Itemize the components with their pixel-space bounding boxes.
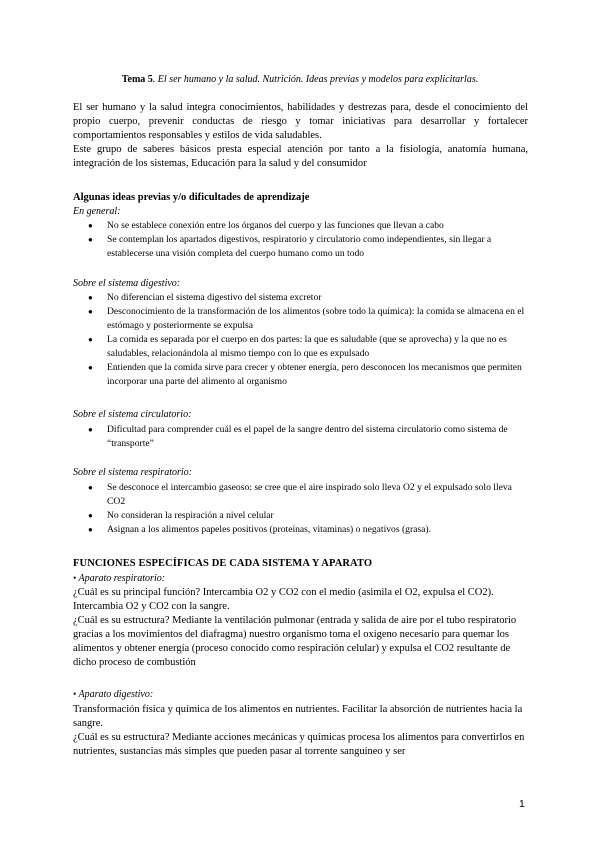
general-list: [73, 219, 528, 261]
list-item: ● Entienden que la comida sirve para crecer y obtener energía, pero desconocen los mecanismos que permiten incorporar una parte del alimento al organismo: [73, 361, 528, 389]
digestivo-list: [73, 291, 528, 389]
digestivo-label: Sobre el sistema digestivo:: [73, 278, 181, 289]
list-item: ● Desconocimiento de la transformación de los alimentos (sobre todo la química): la comida se almacena en el estómago y posteriormente se expulsa: [73, 305, 528, 333]
list-item: ● Asignan a los alimentos papeles positivos (proteínas, vitaminas) o negativos (grasa).: [73, 523, 528, 537]
aparato-digestivo-text: Aparato digestivo:: [78, 689, 154, 700]
list-item: ● Dificultad para comprender cuál es el papel de la sangre dentro del sistema circulatorio como sistema de “transporte”: [73, 423, 528, 451]
respiratorio-structure-paragraph: ¿Cuál es su estructura? Mediante la ventilación pulmonar (entrada y salida de aire por el tubo respiratorio gracias a los movimientos del diafragma) nuestro organismo toma el oxígeno necesario para quemar los alimentos y obtener energía (proceso conocido como respiración celular) y expulsa el CO2 resultante de dicho proceso de combustión: [73, 615, 517, 668]
digestivo-function-paragraph: Transformación física y química de los alimentos en nutrientes. Facilitar la absorción de nutrientes hacia la sangre.: [73, 704, 523, 729]
title-subtitle: . El ser humano y la salud. Nutrición. Ideas previas y modelos para explicitarlas.: [152, 74, 479, 85]
intro-paragraph-1: El ser humano y la salud integra conocimientos, habilidades y destrezas para, desde el conocimiento del propio cuerpo, prevenir conductas de riesgo y tomar iniciativas para desarrollar y fortalecer comportamientos responsables y estilos de vida saludables.: [73, 102, 528, 141]
general-label: En general:: [73, 206, 121, 217]
aparato-respiratorio-text: Aparato respiratorio:: [78, 573, 166, 584]
respiratorio-label: Sobre el sistema respiratorio:: [73, 467, 192, 478]
list-item: ● No se establece conexión entre los órganos del cuerpo y las funciones que llevan a cabo: [73, 219, 528, 233]
circulatorio-list: [73, 423, 528, 451]
list-item: ● No consideran la respiración a nivel celular: [73, 509, 528, 523]
bullet-symbol: •: [73, 573, 77, 583]
intro-paragraph-2: Este grupo de saberes básicos presta especial atención por tanto a la fisiología, anatomía humana, integración de los sistemas, Educación para la salud y del consumidor: [73, 144, 528, 169]
document-title: [0, 74, 600, 86]
ideas-heading: Algunas ideas previas y/o dificultades de aprendizaje: [73, 192, 310, 203]
digestivo-structure-paragraph: ¿Cuál es su estructura? Mediante acciones mecánicas y químicas procesa los alimentos para convertirlos en nutrientes, sustancias más simples que pueden pasar al torrente sanguíneo y ser: [73, 732, 525, 757]
page-number: 1: [519, 798, 525, 810]
list-item: ● La comida es separada por el cuerpo en dos partes: la que es saludable (que se aprovecha) y la que no es saludables, relacionándola al mismo tiempo con lo que es expulsado: [73, 333, 528, 361]
list-item: ● No diferencian el sistema digestivo del sistema excretor: [73, 291, 528, 305]
list-item: ● Se contemplan los apartados digestivos, respiratorio y circulatorio como independientes, sin llegar a establecerse una visión completa del cuerpo humano como un todo: [73, 233, 528, 261]
respiratorio-list: [73, 481, 528, 537]
circulatorio-label: Sobre el sistema circulatorio:: [73, 409, 192, 420]
list-item: ● Se desconoce el intercambio gaseoso: se cree que el aire inspirado solo lleva O2 y el expulsado solo lleva CO2: [73, 481, 528, 509]
bullet-symbol: •: [73, 689, 77, 699]
respiratorio-function-paragraph: ¿Cuál es su principal función? Intercambia O2 y CO2 con el medio (asimila el O2, expulsa el CO2). Intercambia O2 y CO2 con la sangre.: [73, 587, 494, 612]
aparato-digestivo-label: [73, 688, 153, 701]
title-topic: Tema 5: [121, 74, 153, 85]
aparato-respiratorio-label: [73, 572, 165, 585]
funciones-heading: FUNCIONES ESPECÍFICAS DE CADA SISTEMA Y APARATO: [73, 558, 373, 569]
